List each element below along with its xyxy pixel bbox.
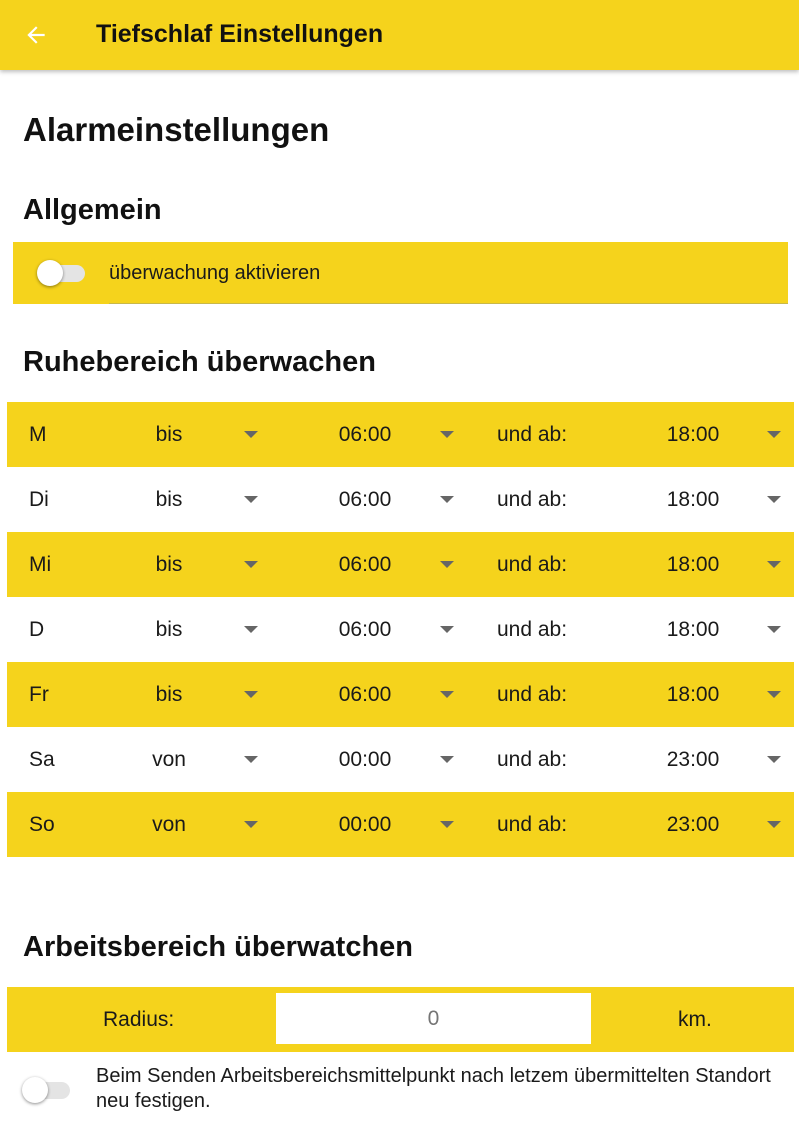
und-ab-label: und ab: <box>497 683 568 706</box>
dropdown-caret-icon[interactable] <box>440 496 454 503</box>
back-button[interactable] <box>20 19 52 51</box>
radius-input[interactable] <box>276 993 591 1044</box>
dropdown-caret-icon[interactable] <box>244 691 258 698</box>
general-heading: Allgemein <box>23 194 162 226</box>
mode-select[interactable]: bis <box>155 618 183 641</box>
und-ab-label: und ab: <box>497 488 568 511</box>
monitor-toggle-label: überwachung aktivieren <box>109 262 321 284</box>
dropdown-caret-icon[interactable] <box>244 496 258 503</box>
page-title: Alarmeinstellungen <box>23 111 330 148</box>
time-select-2[interactable]: 18:00 <box>666 423 720 446</box>
dropdown-caret-icon[interactable] <box>767 626 781 633</box>
mode-select[interactable]: bis <box>155 553 183 576</box>
time-select-2[interactable]: 18:00 <box>666 683 720 706</box>
dropdown-caret-icon[interactable] <box>440 756 454 763</box>
day-label: Di <box>29 488 49 511</box>
mode-select[interactable]: von <box>152 813 186 836</box>
dropdown-caret-icon[interactable] <box>440 431 454 438</box>
time-select-1[interactable]: 06:00 <box>338 553 392 576</box>
mode-select[interactable]: von <box>152 748 186 771</box>
radius-row <box>7 987 794 1052</box>
time-select-2[interactable]: 23:00 <box>666 748 720 771</box>
day-label: So <box>29 813 55 836</box>
work-heading: Arbeitsbereich überwatchen <box>23 931 413 963</box>
monitor-toggle-row[interactable] <box>13 242 788 304</box>
toggle-thumb <box>22 1077 48 1103</box>
mode-select[interactable]: bis <box>155 488 183 511</box>
app-bar-title: Tiefschlaf Einstellungen <box>96 20 384 48</box>
dropdown-caret-icon[interactable] <box>767 431 781 438</box>
dropdown-caret-icon[interactable] <box>244 756 258 763</box>
day-label: M <box>29 423 47 446</box>
schedule-row <box>7 792 794 857</box>
time-select-2[interactable]: 18:00 <box>666 618 720 641</box>
dropdown-caret-icon[interactable] <box>244 431 258 438</box>
radius-label: Radius: <box>103 1008 175 1031</box>
rest-heading: Ruhebereich überwachen <box>23 346 376 378</box>
dropdown-caret-icon[interactable] <box>244 626 258 633</box>
time-select-2[interactable]: 18:00 <box>666 488 720 511</box>
day-label: Fr <box>29 683 49 706</box>
toggle-thumb <box>37 260 63 286</box>
day-label: Sa <box>29 748 55 771</box>
time-select-2[interactable]: 18:00 <box>666 553 720 576</box>
schedule-row <box>7 402 794 467</box>
reset-center-toggle[interactable] <box>22 1077 72 1103</box>
time-select-1[interactable]: 06:00 <box>338 488 392 511</box>
mode-select[interactable]: bis <box>155 683 183 706</box>
monitor-toggle[interactable] <box>37 260 87 286</box>
time-select-1[interactable]: 00:00 <box>338 813 392 836</box>
dropdown-caret-icon[interactable] <box>767 496 781 503</box>
und-ab-label: und ab: <box>497 618 568 641</box>
und-ab-label: und ab: <box>497 813 568 836</box>
time-select-2[interactable]: 23:00 <box>666 813 720 836</box>
und-ab-label: und ab: <box>497 553 568 576</box>
arrow-left-icon <box>23 22 49 48</box>
dropdown-caret-icon[interactable] <box>767 691 781 698</box>
time-select-1[interactable]: 06:00 <box>338 618 392 641</box>
und-ab-label: und ab: <box>497 748 568 771</box>
dropdown-caret-icon[interactable] <box>440 691 454 698</box>
dropdown-caret-icon[interactable] <box>244 821 258 828</box>
dropdown-caret-icon[interactable] <box>440 561 454 568</box>
dropdown-caret-icon[interactable] <box>440 626 454 633</box>
reset-center-label: Beim Senden Arbeitsbereichsmittelpunkt nach letzem übermittelten Standort neu festigen. <box>96 1065 771 1112</box>
radius-unit: km. <box>678 1008 712 1031</box>
time-select-1[interactable]: 06:00 <box>338 423 392 446</box>
schedule-row <box>7 597 794 662</box>
schedule-row <box>7 727 794 792</box>
rest-schedule-table <box>7 402 794 857</box>
dropdown-caret-icon[interactable] <box>440 821 454 828</box>
day-label: Mi <box>29 553 52 576</box>
day-label: D <box>29 618 45 641</box>
dropdown-caret-icon[interactable] <box>767 756 781 763</box>
mode-select[interactable]: bis <box>155 423 183 446</box>
schedule-row <box>7 467 794 532</box>
app-bar <box>0 0 799 70</box>
divider <box>109 303 788 304</box>
schedule-row <box>7 662 794 727</box>
dropdown-caret-icon[interactable] <box>767 821 781 828</box>
dropdown-caret-icon[interactable] <box>244 561 258 568</box>
time-select-1[interactable]: 06:00 <box>338 683 392 706</box>
schedule-row <box>7 532 794 597</box>
und-ab-label: und ab: <box>497 423 568 446</box>
time-select-1[interactable]: 00:00 <box>338 748 392 771</box>
dropdown-caret-icon[interactable] <box>767 561 781 568</box>
